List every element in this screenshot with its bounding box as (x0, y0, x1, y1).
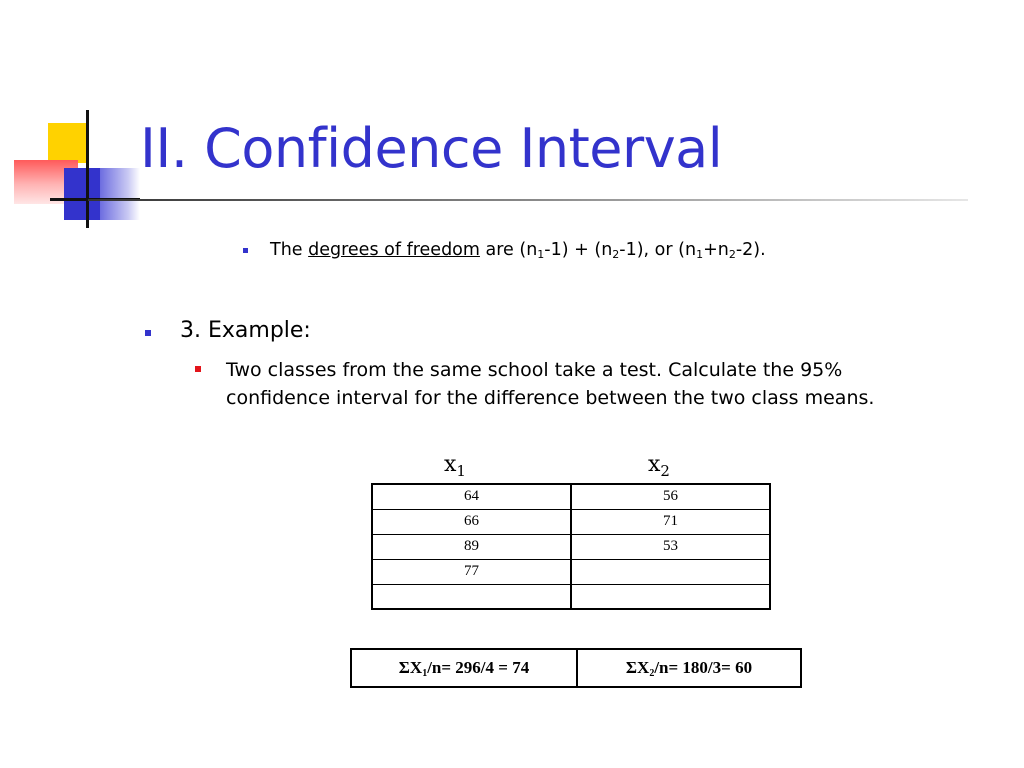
table-row (372, 559, 770, 584)
bullet-text: Two classes from the same school take a test. Calculate the 95% confidence interval for the difference between the two class means. (226, 359, 875, 409)
table-row (372, 534, 770, 559)
bullet-text: 3. Example: (180, 318, 311, 343)
means-table (350, 648, 802, 688)
logo-vertical-line (86, 110, 89, 228)
table-row (372, 584, 770, 609)
square-bullet-icon (243, 248, 248, 253)
table-row (351, 649, 801, 687)
table-cell-x1: 64 (372, 484, 571, 509)
table-cell-x2: 53 (571, 534, 770, 559)
table-row (372, 484, 770, 509)
table-cell-x2 (571, 559, 770, 584)
class-scores-table (371, 483, 771, 610)
blue-fade-square (100, 168, 140, 220)
mean-x2-cell: $\Sigma X_2/n= 180/3= 60$ (577, 649, 801, 687)
sub-bullet-two-classes (195, 356, 915, 412)
yellow-square (48, 123, 88, 163)
table-cell-x1: 66 (372, 509, 571, 534)
bullet-text: The degrees of freedom are $(n_1-1) + (n_2-1)$, or $(n_1+n_2-2)$. (270, 240, 766, 261)
square-bullet-icon (145, 330, 151, 336)
mean-x1-cell: $\Sigma X_1/n= 296/4 = 74$ (351, 649, 577, 687)
table-cell-x1: 89 (372, 534, 571, 559)
bullet-degrees-of-freedom (243, 240, 766, 260)
degrees-of-freedom-term: degrees of freedom (308, 240, 480, 260)
slide-logo-decoration (0, 0, 150, 240)
table-cell-x2: 71 (571, 509, 770, 534)
square-bullet-icon (195, 366, 201, 372)
table-row (372, 509, 770, 534)
title-underline-rule (88, 199, 968, 201)
table-cell-x2 (571, 584, 770, 609)
column-header-x1: $x_1$ (444, 452, 466, 480)
table-cell-x1: 77 (372, 559, 571, 584)
slide-title: II. Confidence Interval (140, 117, 723, 180)
table-cell-x1 (372, 584, 571, 609)
table-cell-x2: 56 (571, 484, 770, 509)
bullet-example (145, 318, 311, 343)
column-header-x2: $x_2$ (648, 452, 670, 480)
